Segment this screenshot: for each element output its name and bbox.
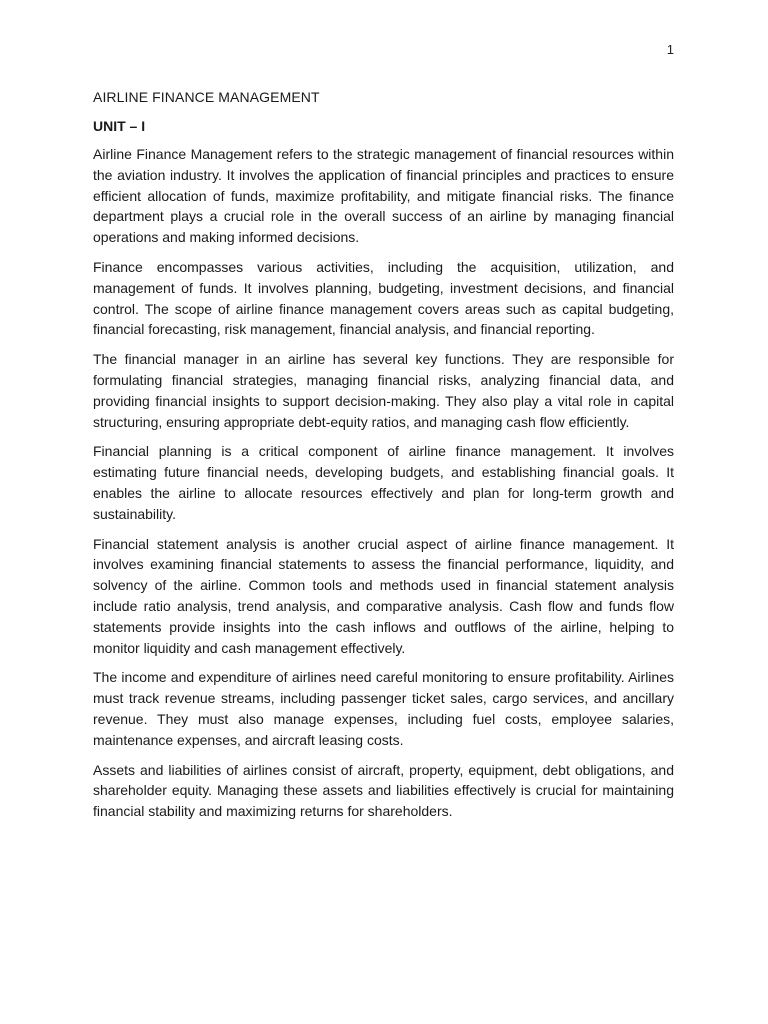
unit-heading: UNIT – I	[93, 118, 146, 134]
paragraph-statement-analysis: Financial statement analysis is another crucial aspect of airline finance management. It involves examining financial statements to assess the financial performance, liquidity, and solvency of the airline. Common tools and methods used in financial statement analysis include ratio analysis, trend analysis, and comparative analysis. Cash flow and funds flow statements provide insights into the cash inflows and outflows of the airline, helping to monitor liquidity and cash management effectively.	[93, 535, 674, 656]
paragraph-scope: Finance encompasses various activities, including the acquisition, utilization, and management of funds. It involves planning, budgeting, investment decisions, and financial control. The scope of airline finance management covers areas such as capital budgeting, financial forecasting, risk management, financial analysis, and financial reporting.	[93, 258, 674, 338]
paragraph-financial-planning: Financial planning is a critical component of airline finance management. It involves estimating future financial needs, developing budgets, and establishing financial goals. It enables the airline to allocate resources effectively and plan for long-term growth and sustainability.	[93, 443, 674, 522]
paragraph-definition: Airline Finance Management refers to the strategic management of financial resources within the aviation industry. It involves the application of financial principles and practices to ensure efficient allocation of funds, maximize profitability, and mitigate financial risks. The finance department plays a crucial role in the overall success of an airline by managing financial operations and making informed decisions.	[93, 146, 674, 246]
paragraph-income-expenditure: The income and expenditure of airlines need careful monitoring to ensure profitability. Airlines must track revenue streams, including passenger ticket sales, cargo services, and ancillary revenue. They must also manage expenses, including fuel costs, employee salaries, maintenance expenses, and aircraft leasing costs.	[93, 669, 674, 748]
document-title: AIRLINE FINANCE MANAGEMENT	[93, 89, 320, 105]
paragraph-financial-manager: The financial manager in an airline has several key functions. They are responsible for formulating financial strategies, managing financial risks, analyzing financial data, and providing financial insights to support decision-making. They also play a vital role in capital structuring, ensuring appropriate debt-equity ratios, and managing cash flow efficiently.	[93, 351, 674, 430]
paragraph-assets-liabilities: Assets and liabilities of airlines consist of aircraft, property, equipment, debt obligations, and shareholder equity. Managing these assets and liabilities effectively is crucial for maintaining financial stability and maximizing returns for shareholders.	[93, 761, 674, 820]
page-number: 1	[666, 42, 674, 57]
document-body	[93, 86, 674, 831]
